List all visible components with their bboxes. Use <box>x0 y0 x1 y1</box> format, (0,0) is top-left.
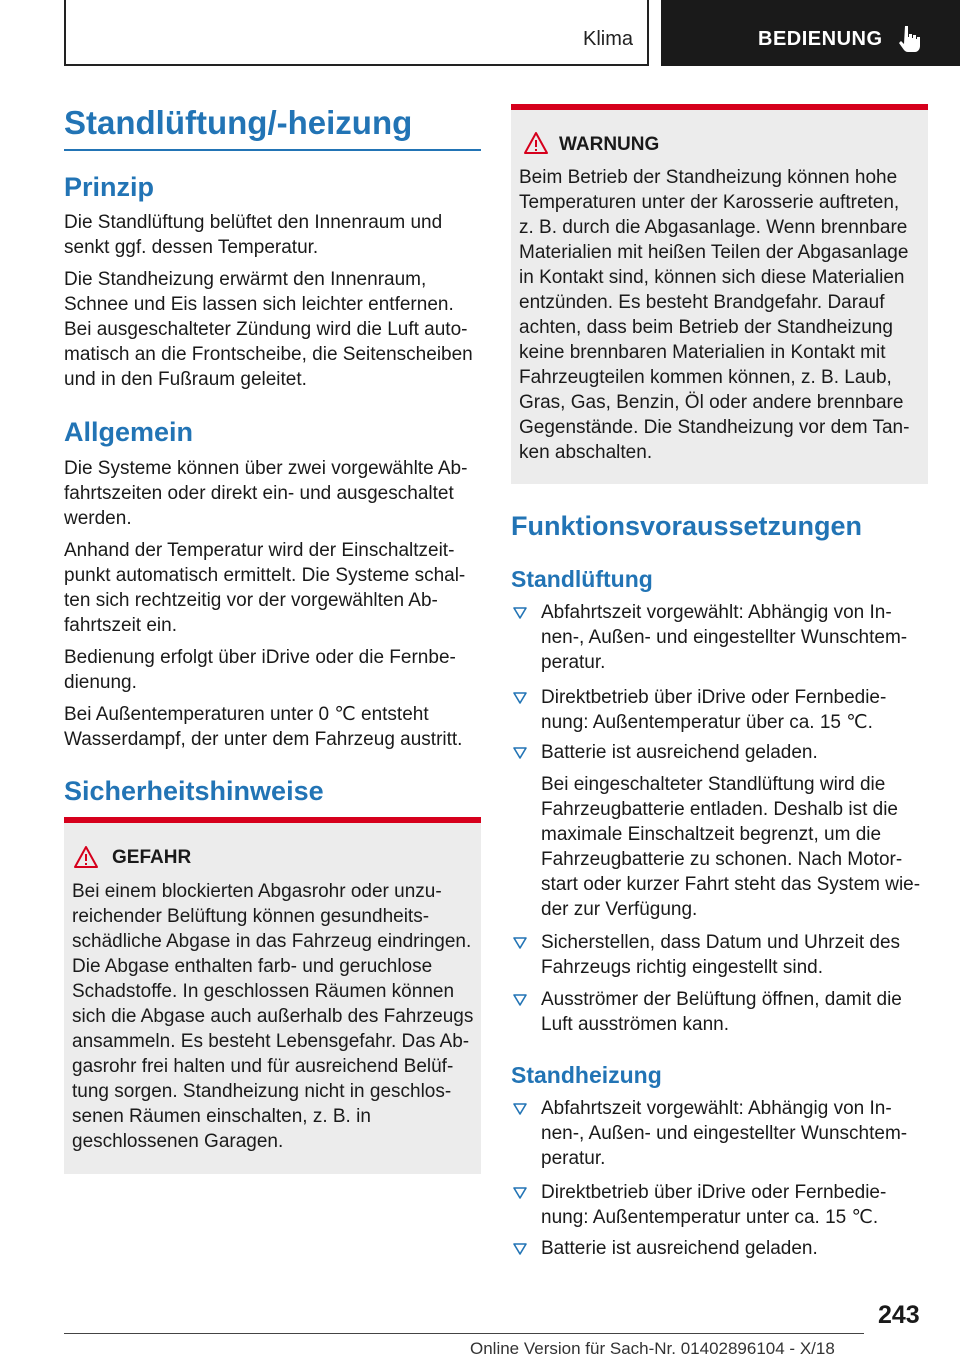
list-bullet-icon <box>513 936 527 950</box>
page-title: Standlüftung/-heizung <box>64 104 413 141</box>
text-line: senkt ggf. dessen Temperatur. <box>64 237 319 258</box>
danger-text <box>72 879 473 1154</box>
footer-rule <box>64 1333 864 1334</box>
text-line: Batterie ist ausreichend geladen. <box>541 1238 818 1259</box>
text-line: Beim Betrieb der Standheizung können hohe <box>519 167 898 188</box>
warning-triangle-icon <box>73 845 99 869</box>
text-line: achten, dass beim Betrieb der Standheizung <box>519 317 893 338</box>
list-bullet-icon <box>513 1242 527 1256</box>
text-line: Die Standlüftung belüftet den Innenraum und <box>64 212 443 233</box>
list-item <box>541 930 900 980</box>
list-item <box>541 740 818 765</box>
text-line: Direktbetrieb über iDrive oder Fernbedie‐ <box>541 1182 887 1203</box>
text-line: matisch an die Frontscheibe, die Seitenscheiben <box>64 344 473 365</box>
header-chapter-tab <box>661 0 960 66</box>
text-line: Anhand der Temperatur wird der Einschaltzeit‐ <box>64 540 455 561</box>
text-line: Die Abgase enthalten farb- und geruchlose <box>72 956 433 977</box>
text-line: Fahrzeugbatterie entladen. Deshalb ist die <box>541 799 899 820</box>
warning-label: WARNUNG <box>559 134 660 155</box>
text-line: Bei ausgeschalteter Zündung wird die Luft auto‐ <box>64 319 468 340</box>
text-line: nen-, Außen- und eingestellter Wunschtem‐ <box>541 627 908 648</box>
text-line: Bei einem blockierten Abgasrohr oder unzu‐ <box>72 881 442 902</box>
text-line: und in den Fußraum geleitet. <box>64 369 307 390</box>
text-line: Schnee und Eis lassen sich leichter entfernen. <box>64 294 454 315</box>
text-line: fahrtszeit ein. <box>64 615 177 636</box>
text-line: ansammeln. Es besteht Lebensgefahr. Das Ab‐ <box>72 1031 470 1052</box>
text-line: Fahrzeugteilen kommen können, z. B. Laub, <box>519 367 892 388</box>
text-line: der zur Verfügung. <box>541 899 698 920</box>
heading-standlueftung: Standlüftung <box>511 566 653 592</box>
text-line: ken abschalten. <box>519 442 653 463</box>
heading-sicherheitshinweise: Sicherheitshinweise <box>64 776 324 806</box>
heading-standheizung: Standheizung <box>511 1062 662 1088</box>
warning-text <box>519 165 909 465</box>
text-line: Wasserdampf, der unter dem Fahrzeug austritt. <box>64 729 463 750</box>
paragraph-allgemein-1 <box>64 456 467 531</box>
text-line: Bedienung erfolgt über iDrive oder die Fernbe‐ <box>64 647 456 668</box>
warning-bar <box>511 104 928 110</box>
text-line: Fahrzeugbatterie zu schonen. Nach Motor‐ <box>541 849 903 870</box>
heading-prinzip: Prinzip <box>64 172 155 202</box>
text-line: dienung. <box>64 672 137 693</box>
list-bullet-icon <box>513 746 527 760</box>
danger-label: GEFAHR <box>112 847 192 868</box>
text-line: Sicherstellen, dass Datum und Uhrzeit des <box>541 932 901 953</box>
text-line: nen-, Außen- und eingestellter Wunschtem‐ <box>541 1123 908 1144</box>
header-section-tab <box>64 0 649 66</box>
text-line: punkt automatisch ermittelt. Die Systeme schal‐ <box>64 565 466 586</box>
title-underline <box>64 149 481 151</box>
list-bullet-icon <box>513 606 527 620</box>
text-line: Schadstoffe. In geschlossen Räumen können <box>72 981 455 1002</box>
heading-funktionsvoraussetzungen: Funktionsvoraussetzungen <box>511 511 863 541</box>
header-section-label: Klima <box>582 28 633 50</box>
text-line: geschlossenen Garagen. <box>72 1131 284 1152</box>
warning-box <box>511 104 928 484</box>
text-line: senen Räumen einschalten, z. B. in <box>72 1106 371 1127</box>
text-line: peratur. <box>541 652 606 673</box>
list-item <box>541 1096 907 1171</box>
text-line: Direktbetrieb über iDrive oder Fernbedie‐ <box>541 687 887 708</box>
text-line: sich die Abgase auch außerhalb des Fahrzeugs <box>72 1006 474 1027</box>
text-line: Luft ausströmen kann. <box>541 1014 729 1035</box>
paragraph-allgemein-3 <box>64 645 456 695</box>
list-bullet-icon <box>513 691 527 705</box>
text-line: Ausströmer der Belüftung öffnen, damit die <box>541 989 902 1010</box>
list-item <box>541 987 902 1037</box>
text-line: schädliche Abgase in das Fahrzeug eindringen. <box>72 931 472 952</box>
text-line: Abfahrtszeit vorgewählt: Abhängig von In‐ <box>541 1098 892 1119</box>
paragraph-allgemein-4 <box>64 702 462 752</box>
list-bullet-icon <box>513 1102 527 1116</box>
text-line: keine brennbaren Materialien in Kontakt mit <box>519 342 886 363</box>
text-line: Abfahrtszeit vorgewählt: Abhängig von In‐ <box>541 602 892 623</box>
list-item <box>541 1236 818 1261</box>
text-line: Temperaturen unter der Karosserie auftreten, <box>519 192 900 213</box>
pointing-hand-icon <box>897 24 923 54</box>
list-bullet-icon <box>513 1186 527 1200</box>
text-line: z. B. durch die Abgasanlage. Wenn brennbare <box>519 217 908 238</box>
text-line: werden. <box>64 508 132 529</box>
text-line: ten sich rechtzeitig vor der vorgewählten Ab‐ <box>64 590 438 611</box>
text-line: Gras, Gas, Benzin, Öl oder andere brennbare <box>519 392 904 413</box>
danger-box <box>64 817 481 1174</box>
list-item <box>541 1180 886 1230</box>
list-item <box>541 685 886 735</box>
paragraph-prinzip-1 <box>64 210 442 260</box>
text-line: in Kontakt sind, können sich diese Materialien <box>519 267 905 288</box>
text-line: nung: Außentemperatur unter ca. 15 ℃. <box>541 1207 879 1228</box>
text-line: Bei eingeschalteter Standlüftung wird die <box>541 774 886 795</box>
text-line: Fahrzeugs richtig eingestellt sind. <box>541 957 823 978</box>
page-number: 243 <box>878 1301 920 1329</box>
text-line: Batterie ist ausreichend geladen. <box>541 742 818 763</box>
text-line: entzünden. Es besteht Brandgefahr. Darauf <box>519 292 885 313</box>
text-line: tung sorgen. Standheizung nicht in geschlos‐ <box>72 1081 452 1102</box>
text-line: fahrtszeiten oder direkt ein- und ausgeschaltet <box>64 483 454 504</box>
text-line: reichender Belüftung können gesundheits‐ <box>72 906 430 927</box>
text-line: start oder kurzer Fahrt steht das System wie‐ <box>541 874 921 895</box>
text-line: peratur. <box>541 1148 606 1169</box>
list-item <box>541 600 907 675</box>
list-item-note <box>541 772 920 922</box>
text-line: gasrohr frei halten und für ausreichend Belüf‐ <box>72 1056 454 1077</box>
text-line: nung: Außentemperatur über ca. 15 ℃. <box>541 712 873 733</box>
text-line: Die Standheizung erwärmt den Innenraum, <box>64 269 427 290</box>
online-version-note: Online Version für Sach-Nr. 01402896104 - X/18 <box>470 1339 835 1358</box>
text-line: maximale Einschaltzeit begrenzt, um die <box>541 824 882 845</box>
paragraph-allgemein-2 <box>64 538 465 638</box>
text-line: Gegenstände. Die Standheizung vor dem Tan‐ <box>519 417 910 438</box>
list-bullet-icon <box>513 993 527 1007</box>
warning-triangle-icon <box>523 131 549 155</box>
text-line: Die Systeme können über zwei vorgewählte Ab‐ <box>64 458 468 479</box>
heading-allgemein: Allgemein <box>64 417 194 447</box>
danger-bar <box>64 817 481 823</box>
paragraph-prinzip-2 <box>64 267 473 392</box>
header-chapter-label: BEDIENUNG <box>758 28 883 50</box>
text-line: Bei Außentemperaturen unter 0 ℃ entsteht <box>64 704 429 725</box>
text-line: Materialien mit heißen Teilen der Abgasanlage <box>519 242 909 263</box>
